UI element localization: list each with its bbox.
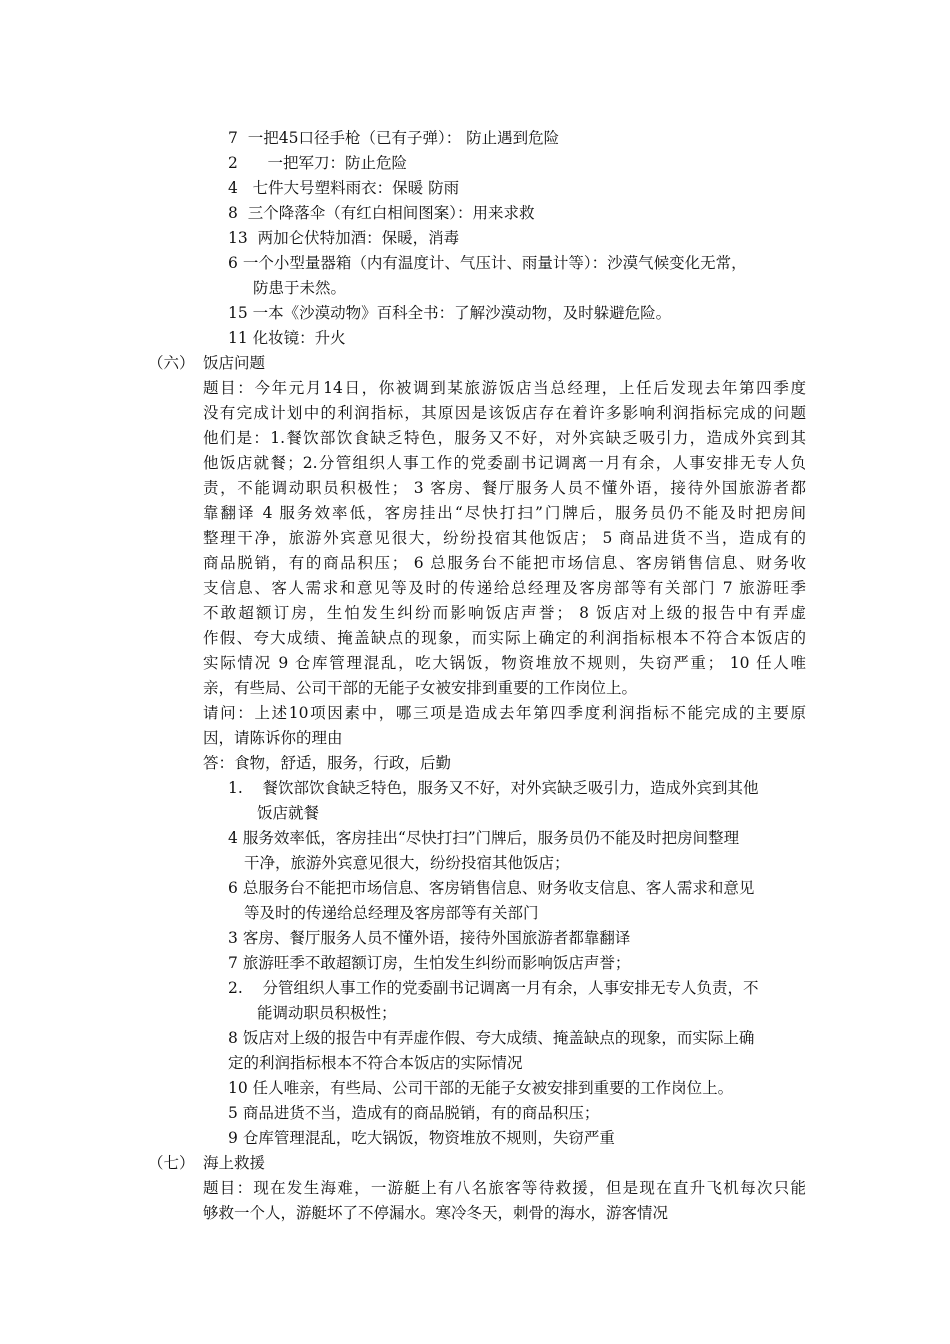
list-item: 11 化妆镜：升火 xyxy=(228,329,346,347)
answer-item: 9 仓库管理混乱，吃大锅饭，物资堆放不规则，失窃严重 xyxy=(228,1129,615,1147)
list-item: 8 三个降落伞（有红白相间图案）：用来求救 xyxy=(228,204,535,222)
list-item: 7 一把45口径手枪（已有子弹）： 防止遇到危险 xyxy=(228,129,560,147)
paragraph-line: 靠翻译 4 服务效率低，客房挂出“尽快打扫”门牌后，服务员仍不能及时把房间 xyxy=(203,504,806,522)
paragraph-line: 够救一个人，游艇坏了不停漏水。寒冷冬天，刺骨的海水，游客情况 xyxy=(203,1204,669,1222)
answer-item-continuation: 等及时的传递给总经理及客房部等有关部门 xyxy=(244,904,539,922)
answer-item-continuation: 饭店就餐 xyxy=(257,804,320,822)
answer-item: 6 总服务台不能把市场信息、客房销售信息、财务收支信息、客人需求和意见 xyxy=(228,879,755,897)
section-marker: （六） xyxy=(148,354,195,372)
section-title: 海上救援 xyxy=(203,1154,266,1172)
list-item: 2 一把军刀：防止危险 xyxy=(228,154,407,172)
answer-item-continuation: 干净，旅游外宾意见很大，纷纷投宿其他饭店； xyxy=(244,854,570,872)
answer-item: 1. 餐饮部饮食缺乏特色，服务又不好，对外宾缺乏吸引力，造成外宾到其他 xyxy=(228,779,759,797)
answer-item-continuation: 定的利润指标根本不符合本饭店的实际情况 xyxy=(228,1054,523,1072)
answer-item: 3 客房、餐厅服务人员不懂外语，接待外国旅游者都靠翻译 xyxy=(228,929,631,947)
answer-item: 8 饭店对上级的报告中有弄虚作假、夸大成绩、掩盖缺点的现象，而实际上确 xyxy=(228,1029,755,1047)
paragraph-line: 他饭店就餐；2.分管组织人事工作的党委副书记调离一月有余，人事安排无专人负 xyxy=(203,454,806,472)
paragraph-line: 整理干净，旅游外宾意见很大，纷纷投宿其他饭店； 5 商品进货不当，造成有的 xyxy=(203,529,806,547)
paragraph-line: 作假、夸大成绩、掩盖缺点的现象，而实际上确定的利润指标根本不符合本饭店的 xyxy=(203,629,806,647)
answer-item: 4 服务效率低，客房挂出“尽快打扫”门牌后，服务员仍不能及时把房间整理 xyxy=(228,829,740,847)
list-item-continuation: 防患于未然。 xyxy=(253,279,347,297)
answer-item: 10 任人唯亲，有些局、公司干部的无能子女被安排到重要的工作岗位上。 xyxy=(228,1079,734,1097)
answer-item: 7 旅游旺季不敢超额订房，生怕发生纠纷而影响饭店声誉； xyxy=(228,954,631,972)
list-item: 4 七件大号塑料雨衣：保暖 防雨 xyxy=(228,179,460,197)
paragraph-line: 没有完成计划中的利润指标，其原因是该饭店存在着许多影响利润指标完成的问题 xyxy=(203,404,806,422)
paragraph-line: 实际情况 9 仓库管理混乱，吃大锅饭，物资堆放不规则，失窃严重； 10 任人唯 xyxy=(203,654,806,672)
paragraph-line: 责，不能调动职员积极性； 3 客房、餐厅服务人员不懂外语，接待外国旅游者都 xyxy=(203,479,806,497)
paragraph-line: 不敢超额订房，生怕发生纠纷而影响饭店声誉； 8 饭店对上级的报告中有弄虚 xyxy=(203,604,806,622)
answer-item-continuation: 能调动职员积极性； xyxy=(257,1004,397,1022)
answer-item: 5 商品进货不当，造成有的商品脱销，有的商品积压； xyxy=(228,1104,600,1122)
list-item: 13 两加仑伏特加酒：保暖，消毒 xyxy=(228,229,460,247)
list-item: 6 一个小型量器箱（内有温度计、气压计、雨量计等）：沙漠气候变化无常， xyxy=(228,254,747,272)
paragraph-line: 他们是：1.餐饮部饮食缺乏特色，服务又不好，对外宾缺乏吸引力，造成外宾到其 xyxy=(203,429,806,447)
paragraph-line: 商品脱销，有的商品积压； 6 总服务台不能把市场信息、客房销售信息、财务收 xyxy=(203,554,806,572)
list-item: 15 一本《沙漠动物》百科全书：了解沙漠动物，及时躲避危险。 xyxy=(228,304,672,322)
answer-intro: 答：食物，舒适，服务，行政，后勤 xyxy=(203,754,452,772)
question-line: 因，请陈诉你的理由 xyxy=(203,729,343,747)
answer-item: 2. 分管组织人事工作的党委副书记调离一月有余，人事安排无专人负责，不 xyxy=(228,979,759,997)
paragraph-line: 题目：现在发生海难，一游艇上有八名旅客等待救援，但是现在直升飞机每次只能 xyxy=(203,1179,806,1197)
paragraph-line: 亲，有些局、公司干部的无能子女被安排到重要的工作岗位上。 xyxy=(203,679,638,697)
paragraph-line: 题目：今年元月14日，你被调到某旅游饭店当总经理，上任后发现去年第四季度 xyxy=(203,379,806,397)
paragraph-line: 支信息、客人需求和意见等及时的传递给总经理及客房部等有关部门 7 旅游旺季 xyxy=(203,579,806,597)
question-line: 请问：上述10项因素中，哪三项是造成去年第四季度利润指标不能完成的主要原 xyxy=(203,704,806,722)
section-title: 饭店问题 xyxy=(203,354,266,372)
section-marker: （七） xyxy=(148,1154,195,1172)
